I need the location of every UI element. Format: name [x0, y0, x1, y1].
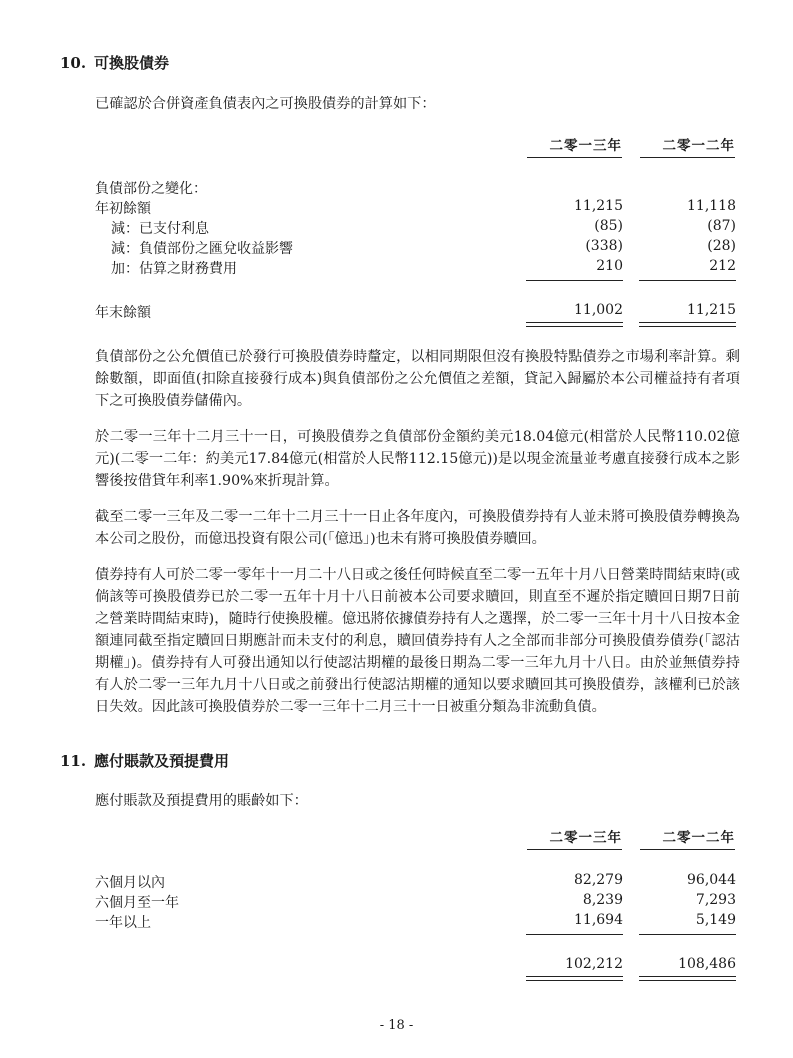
- table-row: [95, 218, 740, 238]
- value-2012: 5,149: [695, 912, 736, 928]
- table-row: [95, 912, 740, 932]
- value-2012: 7,293: [695, 892, 736, 908]
- column-header-2012: 二零一二年: [640, 134, 735, 158]
- table-row: [95, 238, 740, 258]
- value-2013: 11,215: [574, 198, 623, 214]
- table-row: [95, 872, 740, 892]
- value-2013: 82,279: [574, 872, 623, 888]
- value-2013: (85): [594, 218, 623, 234]
- value-2012: (28): [707, 238, 736, 254]
- value-2013: 11,694: [574, 912, 623, 928]
- value-2012: 96,044: [687, 872, 736, 888]
- row-label: 年初餘額: [95, 201, 151, 217]
- double-rule: [639, 322, 736, 327]
- subtotal-rule: [639, 280, 736, 281]
- section-number: 10.: [60, 54, 87, 72]
- subtotal-rule: [639, 934, 736, 935]
- value-2013: (338): [585, 238, 623, 254]
- table-row: [95, 892, 740, 912]
- subheading-row: [95, 178, 740, 198]
- value-2013: 8,239: [582, 892, 623, 908]
- subheading-label: 負債部份之變化：: [95, 181, 207, 197]
- double-rule: [639, 976, 736, 981]
- table-row: [95, 258, 740, 278]
- table-row: [95, 198, 740, 218]
- total-row: [95, 956, 740, 976]
- paragraph: 截至二零一三年及二零一二年十二月三十一日止各年度內，可換股債券持有人並未將可換股債券轉換為本公司之股份，而億迅投資有限公司(「億迅」)也未有將可換股債券贖回。: [95, 509, 740, 547]
- total-2013: 102,212: [565, 956, 623, 972]
- section-10-intro: 已確認於合併資產負債表內之可換股債券的計算如下：: [95, 96, 436, 112]
- subtotal-rule: [526, 280, 623, 281]
- section-11-heading: [60, 750, 229, 771]
- double-rule: [526, 976, 623, 981]
- value-2013: 210: [596, 258, 623, 274]
- row-label: 加：估算之財務費用: [111, 261, 237, 277]
- column-header-2012: 二零一二年: [640, 826, 735, 850]
- paragraph: 於二零一三年十二月三十一日，可換股債券之負債部份金額約美元18.04億元(相當於人民幣110.02億元)(二零一二年：約美元17.84億元(相當於人民幣112.15億元))是以現金流量並考慮直接發行成本之影響後按借貸年利率1.90%來折現計算。: [95, 429, 740, 489]
- total-2013: 11,002: [574, 302, 623, 318]
- total-row: [95, 302, 740, 322]
- total-2012: 11,215: [687, 302, 736, 318]
- row-label: 六個月以內: [95, 875, 165, 891]
- value-2012: 212: [709, 258, 736, 274]
- value-2012: 11,118: [687, 198, 736, 214]
- paragraph: 債券持有人可於二零一零年十一月二十八日或之後任何時候直至二零一五年十月八日營業時間結束時(或倘該等可換股債券已於二零一五年十月十八日前被本公司要求贖回，則直至不遲於指定贖回日期7日前之營業時間結束時)，隨時行使換股權。億迅將依據債券持有人之選擇，於二零一三年十月十八日按本金額連同截至指定贖回日期應計而未支付的利息，贖回債券持有人之全部而非部分可換股債券債券(「認沽期權」)。債券持有人可發出通知以行使認沽期權的最後日期為二零一三年九月十八日。由於並無債券持有人於二零一三年九月十八日或之前發出行使認沽期權的通知以要求贖回其可換股債券，該權利已於該日失效。因此該可換股債券於二零一三年十二月三十一日被重分類為非流動負債。: [95, 567, 740, 715]
- section-title: 應付賬款及預提費用: [94, 752, 230, 770]
- section-10-heading: [60, 52, 169, 73]
- total-2012: 108,486: [678, 956, 736, 972]
- value-2012: (87): [707, 218, 736, 234]
- row-label: 六個月至一年: [95, 895, 179, 911]
- subtotal-rule: [526, 934, 623, 935]
- section-number: 11.: [60, 752, 87, 770]
- total-label: 年末餘額: [95, 305, 151, 321]
- row-label: 減：已支付利息: [111, 221, 209, 237]
- row-label: 減：負債部份之匯兌收益影響: [111, 241, 293, 257]
- column-header-2013: 二零一三年: [527, 826, 622, 850]
- page-number: - 18 -: [379, 1018, 414, 1033]
- double-rule: [526, 322, 623, 327]
- section-11-intro: 應付賬款及預提費用的賬齡如下：: [95, 793, 308, 809]
- row-label: 一年以上: [95, 915, 151, 931]
- section-title: 可換股債券: [94, 54, 170, 72]
- paragraph: 負債部份之公允價值已於發行可換股債券時釐定，以相同期限但沒有換股特點債券之市場利率計算。剩餘數額，即面值(扣除直接發行成本)與負債部份之公允價值之差額，貸記入歸屬於本公司權益持有者項下之可換股債券儲備內。: [95, 349, 740, 409]
- column-header-2013: 二零一三年: [527, 134, 622, 158]
